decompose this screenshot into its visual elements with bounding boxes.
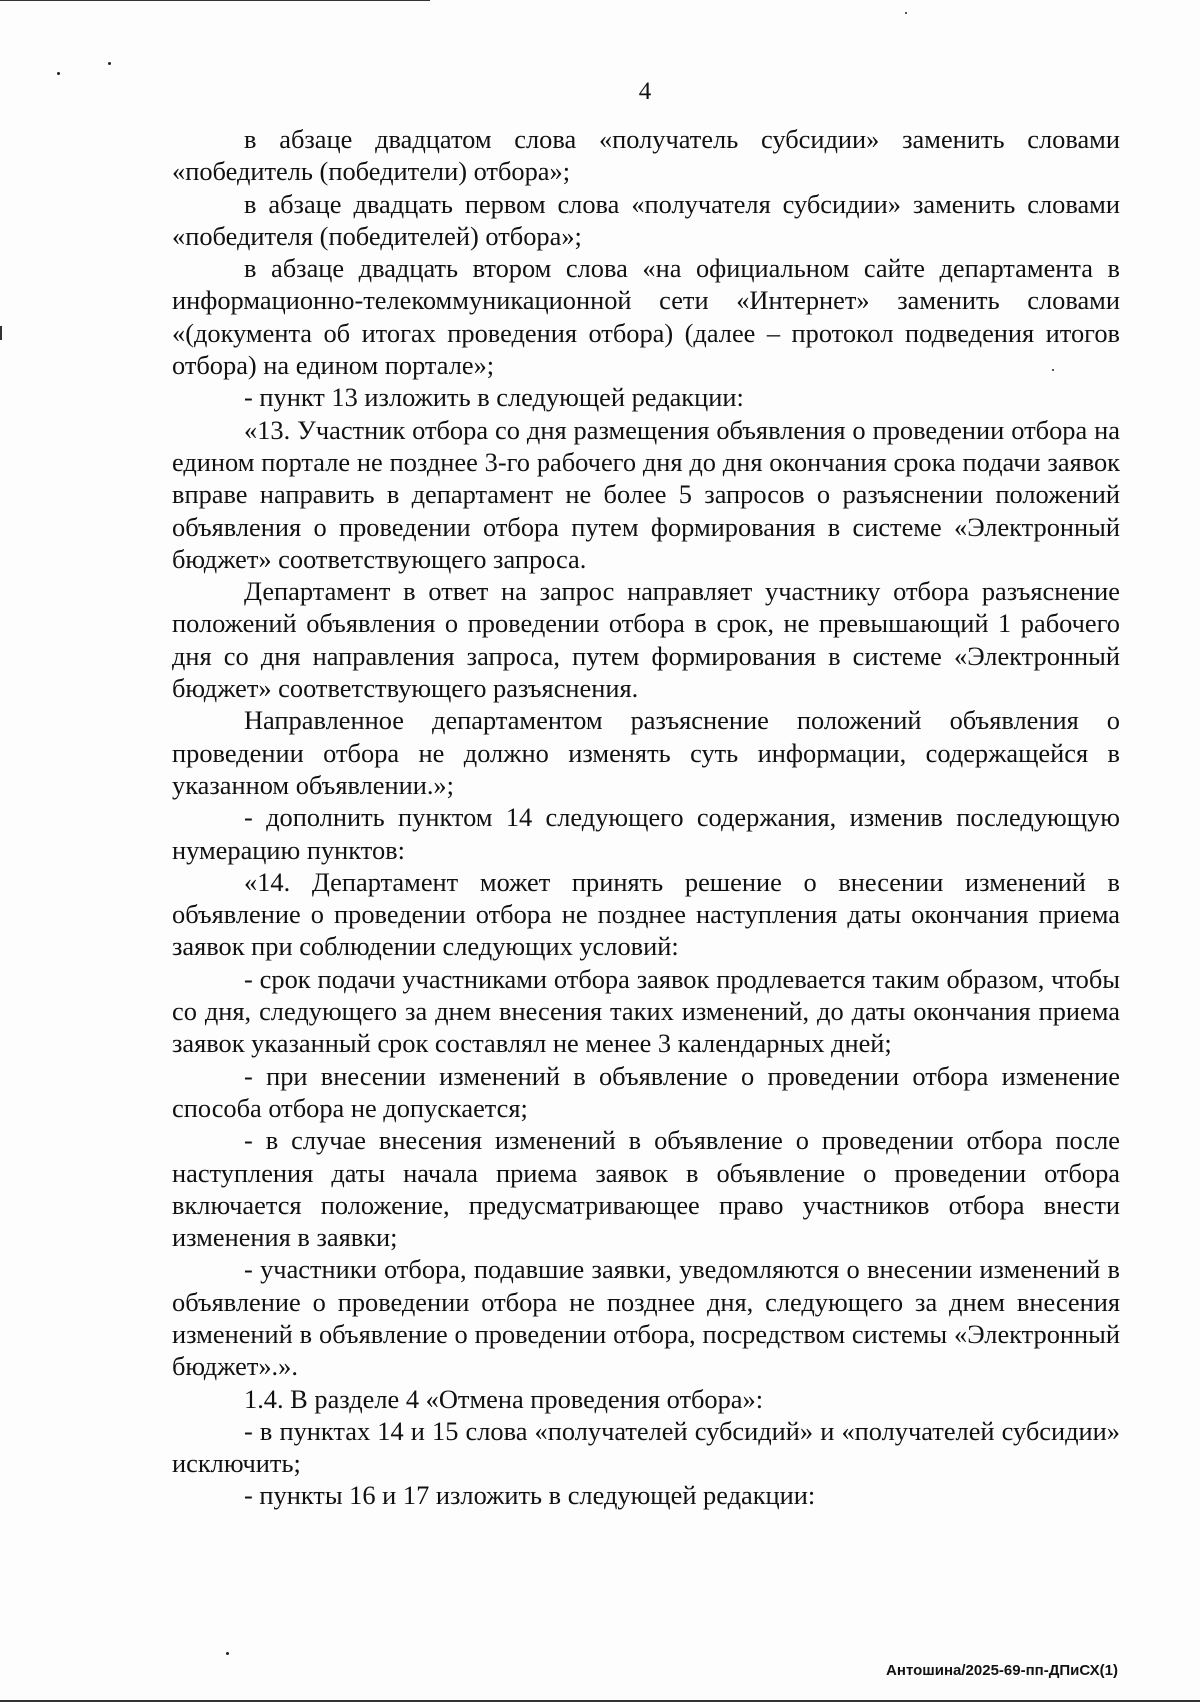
scan-speck: [905, 12, 907, 14]
paragraph: - пункт 13 изложить в следующей редакции:: [244, 382, 744, 413]
paragraph: «13. Участник отбора со дня размещения объявления о проведении отбора на едином портале не позднее 3-го рабочего дня до дня окончания срока подачи заявок вправе направить в департамент не более 5 запросов о разъяснении положений объявления о проведении отбора путем формирования в системе «Электронный бюджет» соответствующего запроса.: [172, 414, 1120, 574]
paragraph: - в случае внесения изменений в объявление о проведении отбора после наступления даты начала приема заявок в объявление о проведении отбора включается положение, предусматривающее право участников отбора внести изменения в заявки;: [172, 1125, 1120, 1253]
scan-speck: [108, 62, 111, 65]
paragraph: 1.4. В разделе 4 «Отмена проведения отбора»:: [244, 1383, 764, 1414]
scan-edge-left: [0, 326, 2, 340]
paragraph: - пункты 16 и 17 изложить в следующей редакции:: [244, 1480, 816, 1511]
document-body: [172, 123, 1120, 1512]
scan-edge-top: [0, 0, 430, 1]
paragraph: Направленное департаментом разъяснение положений объявления о проведении отбора не должно изменять суть информации, содержащейся в указанном объявлении.»;: [172, 705, 1120, 800]
paragraph: - дополнить пунктом 14 следующего содержания, изменив последующую нумерацию пунктов:: [172, 802, 1120, 865]
scan-speck: [226, 1652, 229, 1655]
paragraph: в абзаце двадцать втором слова «на официальном сайте департамента в информационно-телекоммуникационной сети «Интернет» заменить словами «(документа об итогах проведения отбора) (далее – протокол подведения итогов отбора) на едином портале»;: [172, 253, 1120, 381]
paragraph: - в пунктах 14 и 15 слова «получателей субсидий» и «получателей субсидии» исключить;: [172, 1415, 1120, 1479]
page-number: 4: [638, 78, 652, 105]
paragraph: в абзаце двадцатом слова «получатель субсидии» заменить словами «победитель (победители) отбора»;: [172, 124, 1120, 187]
paragraph: в абзаце двадцать первом слова «получателя субсидии» заменить словами «победителя (победителей) отбора»;: [172, 188, 1120, 251]
paragraph: - участники отбора, подавшие заявки, уведомляются о внесении изменений в объявление о проведении отбора не позднее дня, следующего за днем внесения изменений в объявление о проведении отбора, посредством системы «Электронный бюджет».».: [172, 1254, 1120, 1382]
paragraph: - при внесении изменений в объявление о проведении отбора изменение способа отбора не допускается;: [172, 1060, 1120, 1123]
paragraph: - срок подачи участниками отбора заявок продлевается таким образом, чтобы со дня, следующего за днем внесения таких изменений, до даты окончания приема заявок указанный срок составлял не менее 3 календарных дней;: [172, 963, 1120, 1059]
paragraph: Департамент в ответ на запрос направляет участнику отбора разъяснение положений объявления о проведении отбора в срок, не превышающий 1 рабочего дня со дня направления запроса, путем формирования в системе «Электронный бюджет» соответствующего разъяснения.: [172, 576, 1120, 704]
scan-speck: [57, 72, 60, 75]
footer-document-code: Антошина/2025-69-пп-ДПиСХ(1): [886, 1662, 1118, 1679]
paragraph: «14. Департамент может принять решение о внесении изменений в объявление о проведении отбора не позднее наступления даты окончания приема заявок при соблюдении следующих условий:: [172, 866, 1120, 962]
